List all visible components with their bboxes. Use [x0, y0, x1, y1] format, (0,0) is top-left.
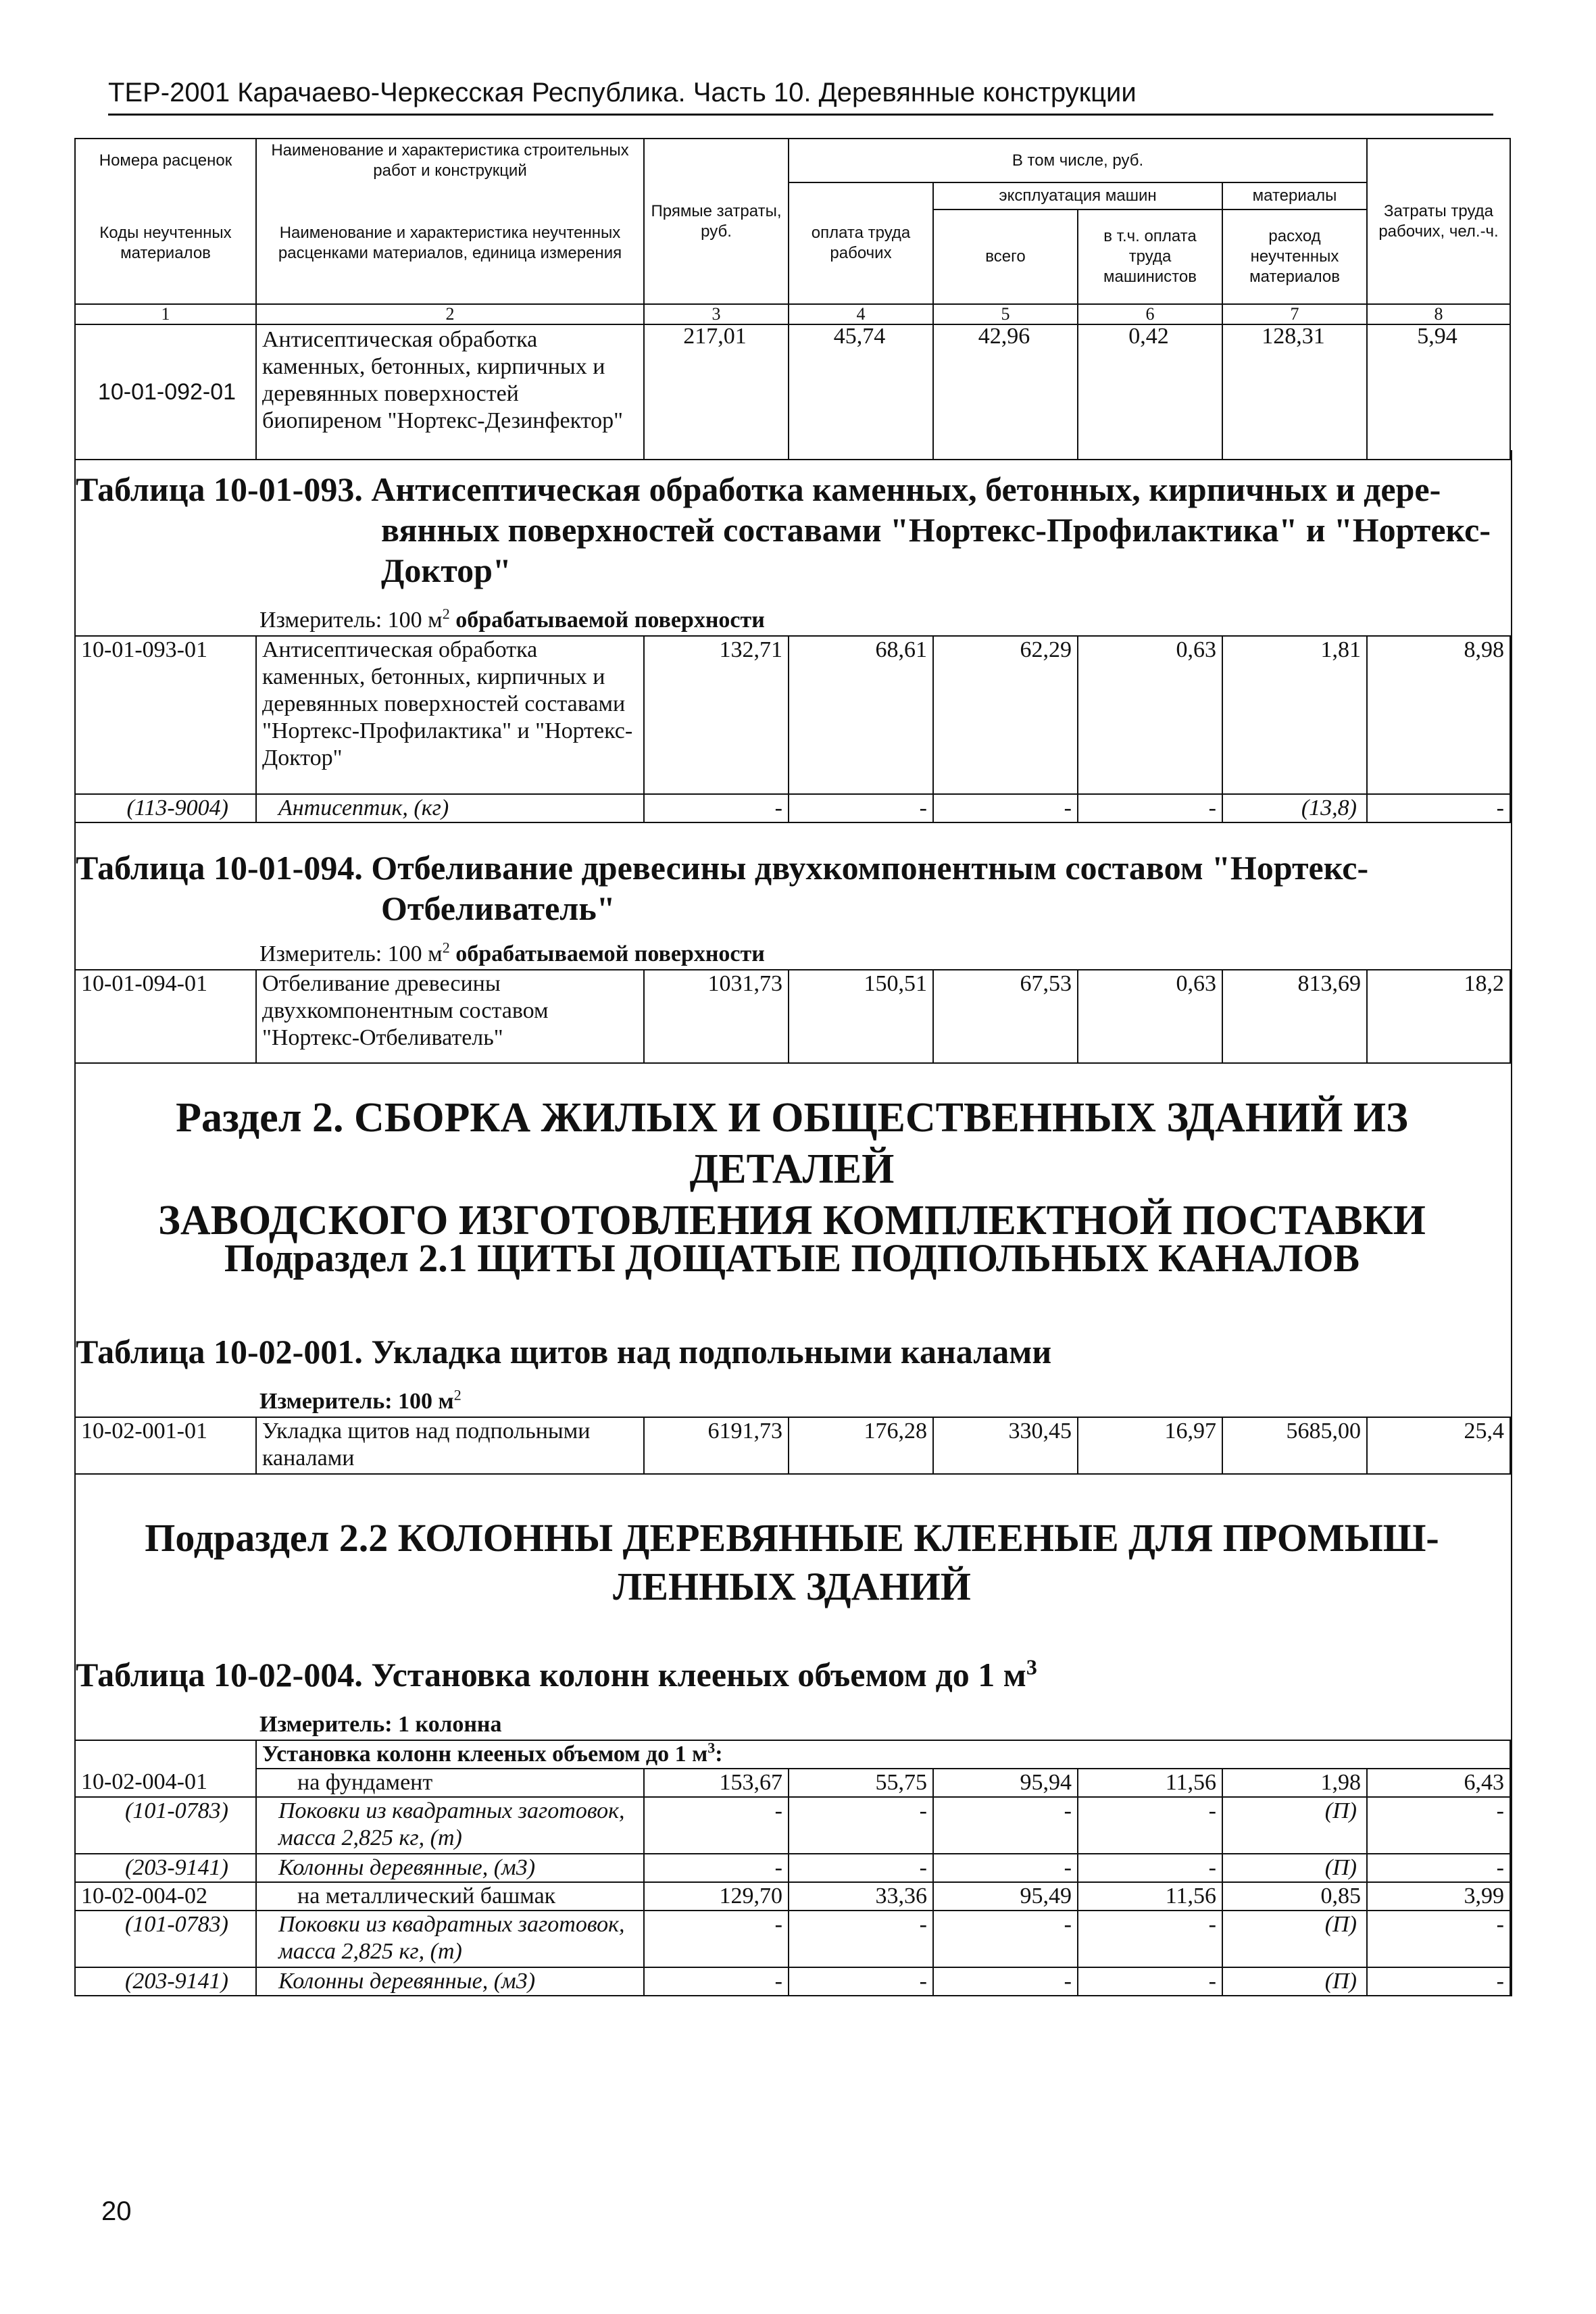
title-text: Таблица 10-02-004. Установка колонн клееных объемом до 1 м	[76, 1656, 1026, 1694]
material-value: -	[644, 1911, 789, 1967]
col-number: 8	[1367, 304, 1510, 324]
rate-code: 10-01-092-01	[75, 324, 256, 460]
group-header: В том числе, руб.	[789, 139, 1367, 182]
group-label: Установка колонн клееных объемом до 1 $м^3$:	[256, 1740, 1510, 1769]
material-row	[75, 1797, 1510, 1854]
machines-header: эксплуатация машин	[933, 182, 1222, 210]
labor-hours: 25,4	[1367, 1417, 1510, 1474]
machines-total-header: всего	[933, 210, 1078, 304]
rate-name: Антисептическая обработка каменных, бетонных, кирпичных и деревянных поверхностей составами "Нортекс-Профилактика" и "Нортекс-Доктор"	[256, 636, 644, 794]
direct-cost: 153,67	[644, 1769, 789, 1797]
section-heading-line: ЗАВОДСКОГО ИЗГОТОВЛЕНИЯ КОМПЛЕКТНОЙ ПОСТАВКИ	[158, 1198, 1426, 1244]
machines-operator-pay: 0,42	[1078, 324, 1222, 460]
material-name: Поковки из квадратных заготовок, масса 2,825 кг, (т)	[256, 1797, 644, 1854]
materials-header: материалы	[1222, 182, 1367, 210]
material-value: -	[644, 1854, 789, 1882]
table-201-measure: Измеритель: 100 $м^2$	[259, 1386, 462, 1414]
labor-pay: 45,74	[789, 324, 933, 460]
labor-hours: 3,99	[1367, 1882, 1510, 1911]
labor-pay: 176,28	[789, 1417, 933, 1474]
rate-code: 10-02-001-01	[75, 1417, 256, 1474]
table-094-title	[76, 847, 1501, 929]
machines-operator-pay: 11,56	[1078, 1769, 1222, 1797]
table-row	[75, 1769, 1510, 1797]
material-value: -	[1367, 1854, 1510, 1882]
material-value: -	[1078, 1911, 1222, 1967]
rate-name: Укладка щитов над подпольными каналами	[256, 1417, 644, 1474]
machines-total: 62,29	[933, 636, 1078, 794]
material-value: -	[644, 1967, 789, 1996]
table-093-measure: Измеритель: 100 $м^2$ обрабатываемой поверхности	[259, 605, 765, 633]
labor-hours: 5,94	[1367, 324, 1510, 460]
material-value: -	[933, 1911, 1078, 1967]
direct-cost: 6191,73	[644, 1417, 789, 1474]
col2-header-bottom: Наименование и характеристика неучтенных расценками материалов, единица измерения	[256, 182, 644, 304]
material-value: -	[1078, 1967, 1222, 1996]
group-row	[75, 1740, 1510, 1769]
materials-cost: 1,81	[1222, 636, 1367, 794]
subsection-heading: Подраздел 2.1 ЩИТЫ ДОЩАТЫЕ ПОДПОЛЬНЫХ КАНАЛОВ	[224, 1236, 1360, 1280]
table-094-measure: Измеритель: 100 $м^2$ обрабатываемой поверхности	[259, 939, 765, 966]
material-value: -	[1078, 1854, 1222, 1882]
material-value: -	[789, 1854, 933, 1882]
table-204	[74, 1740, 1511, 1996]
page-number: 20	[101, 2196, 132, 2226]
material-value: -	[789, 1967, 933, 1996]
col-number: 4	[789, 304, 933, 324]
machines-operator-pay: 0,63	[1078, 970, 1222, 1063]
materials-consumption-header: расход неучтенных материалов	[1222, 210, 1367, 304]
table-094	[74, 969, 1511, 1064]
labor-hours: 18,2	[1367, 970, 1510, 1063]
table-row	[75, 324, 1510, 460]
rate-code: 10-01-093-01	[75, 636, 256, 794]
table-201	[74, 1417, 1511, 1475]
machines-total: 330,45	[933, 1417, 1078, 1474]
machines-operator-pay: 0,63	[1078, 636, 1222, 794]
material-name: Колонны деревянные, (м3)	[256, 1967, 644, 1996]
material-value: -	[789, 794, 933, 822]
material-row	[75, 1854, 1510, 1882]
measure-label: Измеритель: 100 м	[259, 941, 443, 966]
materials-cost: 5685,00	[1222, 1417, 1367, 1474]
subsection-heading-line: Подраздел 2.2 КОЛОННЫ ДЕРЕВЯННЫЕ КЛЕЕНЫЕ ДЛЯ ПРОМЫШ-	[145, 1516, 1439, 1560]
labor-hours: 6,43	[1367, 1769, 1510, 1797]
rate-name: на металлический башмак	[256, 1882, 644, 1911]
group-label-text: Установка колонн клееных объемом до 1 м	[262, 1742, 708, 1767]
machines-total: 95,49	[933, 1882, 1078, 1911]
col1-header-top: Номера расценок	[75, 139, 256, 182]
measure-label: Измеритель: 100 м	[259, 1389, 454, 1414]
direct-cost: 129,70	[644, 1882, 789, 1911]
col-number: 5	[933, 304, 1078, 324]
title-line: Таблица 10-01-094. Отбеливание древесины двухкомпонентным составом "Нортекс-	[76, 849, 1369, 887]
direct-cost: 217,01	[644, 324, 789, 460]
material-consumption: (П)	[1222, 1911, 1367, 1967]
subsection-heading	[74, 1514, 1510, 1611]
direct-cost: 132,71	[644, 636, 789, 794]
labor-pay: 68,61	[789, 636, 933, 794]
title-line: Отбеливатель"	[381, 889, 616, 927]
material-value: -	[1367, 1911, 1510, 1967]
material-value: -	[789, 1797, 933, 1854]
title-line: Доктор"	[381, 551, 512, 589]
col3-header: Прямые затраты, руб.	[644, 139, 789, 304]
material-value: -	[933, 1854, 1078, 1882]
material-code: (101-0783)	[75, 1797, 256, 1854]
material-value: -	[1078, 1797, 1222, 1854]
material-value: -	[933, 794, 1078, 822]
machines-operator-pay: 16,97	[1078, 1417, 1222, 1474]
material-code: (203-9141)	[75, 1854, 256, 1882]
title-line: Таблица 10-01-093. Антисептическая обработка каменных, бетонных, кирпичных и дере-	[76, 470, 1441, 508]
column-header-table	[74, 138, 1511, 460]
rate-code: 10-01-094-01	[75, 970, 256, 1063]
material-value: -	[644, 1797, 789, 1854]
table-row	[75, 1417, 1510, 1474]
material-value: -	[933, 1967, 1078, 1996]
table-204-title: Таблица 10-02-004. Установка колонн клееных объемом до 1 $м^3$	[76, 1654, 1037, 1694]
subsection-heading-line: ЛЕННЫХ ЗДАНИЙ	[613, 1565, 971, 1608]
group-label-tail: :	[715, 1742, 723, 1767]
material-row	[75, 1967, 1510, 1996]
table-row	[75, 636, 1510, 794]
materials-cost: 0,85	[1222, 1882, 1367, 1911]
materials-cost: 128,31	[1222, 324, 1367, 460]
materials-cost: 1,98	[1222, 1769, 1367, 1797]
machines-operator-pay: 11,56	[1078, 1882, 1222, 1911]
measure-label: Измеритель: 100 м	[259, 608, 443, 633]
material-name: Поковки из квадратных заготовок, масса 2,825 кг, (т)	[256, 1911, 644, 1967]
col8-header: Затраты труда рабочих, чел.-ч.	[1367, 139, 1510, 304]
section-heading	[74, 1092, 1510, 1246]
table-093-title	[76, 469, 1501, 591]
machines-incl-header: в т.ч. оплата труда машинистов	[1078, 210, 1222, 304]
measure-unit: обрабатываемой поверхности	[449, 608, 765, 633]
material-value: -	[1367, 1967, 1510, 1996]
measure-label: Измеритель: 1 колонна	[259, 1712, 502, 1737]
rate-name: Отбеливание древесины двухкомпонентным составом "Нортекс-Отбеливатель"	[256, 970, 644, 1063]
table-204-measure	[259, 1711, 502, 1738]
col1-header-bottom: Коды неучтенных материалов	[75, 182, 256, 304]
material-value: -	[1367, 1797, 1510, 1854]
col-number: 2	[256, 304, 644, 324]
material-code: (113-9004)	[75, 794, 256, 822]
labor-pay: 55,75	[789, 1769, 933, 1797]
material-row	[75, 1911, 1510, 1967]
labor-pay: 150,51	[789, 970, 933, 1063]
table-093	[74, 635, 1511, 823]
material-consumption: (П)	[1222, 1797, 1367, 1854]
material-consumption: (П)	[1222, 1967, 1367, 1996]
section-heading-line: Раздел 2. СБОРКА ЖИЛЫХ И ОБЩЕСТВЕННЫХ ЗДАНИЙ ИЗ ДЕТАЛЕЙ	[176, 1095, 1408, 1192]
rate-code: 10-02-004-01	[75, 1769, 256, 1797]
labor-pay: 33,36	[789, 1882, 933, 1911]
machines-total: 42,96	[933, 324, 1078, 460]
col-number: 7	[1222, 304, 1367, 324]
machines-total: 67,53	[933, 970, 1078, 1063]
col-number: 6	[1078, 304, 1222, 324]
material-value: -	[933, 1797, 1078, 1854]
material-code: (101-0783)	[75, 1911, 256, 1967]
material-consumption: (П)	[1222, 1854, 1367, 1882]
rate-code: 10-02-004-02	[75, 1882, 256, 1911]
measure-unit: обрабатываемой поверхности	[449, 941, 765, 966]
col-number: 1	[75, 304, 256, 324]
col2-header-top: Наименование и характеристика строительных работ и конструкций	[256, 139, 644, 182]
labor-hours: 8,98	[1367, 636, 1510, 794]
material-consumption: (13,8)	[1222, 794, 1367, 822]
table-row	[75, 970, 1510, 1063]
table-row	[75, 1882, 1510, 1911]
labor-pay-header: оплата труда рабочих	[789, 182, 933, 304]
rate-name: на фундамент	[256, 1769, 644, 1797]
material-row	[75, 794, 1510, 822]
rate-name: Антисептическая обработка каменных, бетонных, кирпичных и деревянных поверхностей биопиреном "Нортекс-Дезинфектор"	[256, 324, 644, 460]
table-201-title: Таблица 10-02-001. Укладка щитов над подпольными каналами	[76, 1333, 1052, 1371]
material-value: -	[1078, 794, 1222, 822]
material-name: Антисептик, (кг)	[256, 794, 644, 822]
title-line: вянных поверхностей составами "Нортекс-Профилактика" и "Нортекс-	[381, 511, 1491, 549]
material-name: Колонны деревянные, (м3)	[256, 1854, 644, 1882]
material-value: -	[1367, 794, 1510, 822]
machines-total: 95,94	[933, 1769, 1078, 1797]
materials-cost: 813,69	[1222, 970, 1367, 1063]
direct-cost: 1031,73	[644, 970, 789, 1063]
material-value: -	[789, 1911, 933, 1967]
material-value: -	[644, 794, 789, 822]
running-header: ТЕР-2001 Карачаево-Черкесская Республика. Часть 10. Деревянные конструкции	[108, 76, 1493, 116]
col-number: 3	[644, 304, 789, 324]
material-code: (203-9141)	[75, 1967, 256, 1996]
